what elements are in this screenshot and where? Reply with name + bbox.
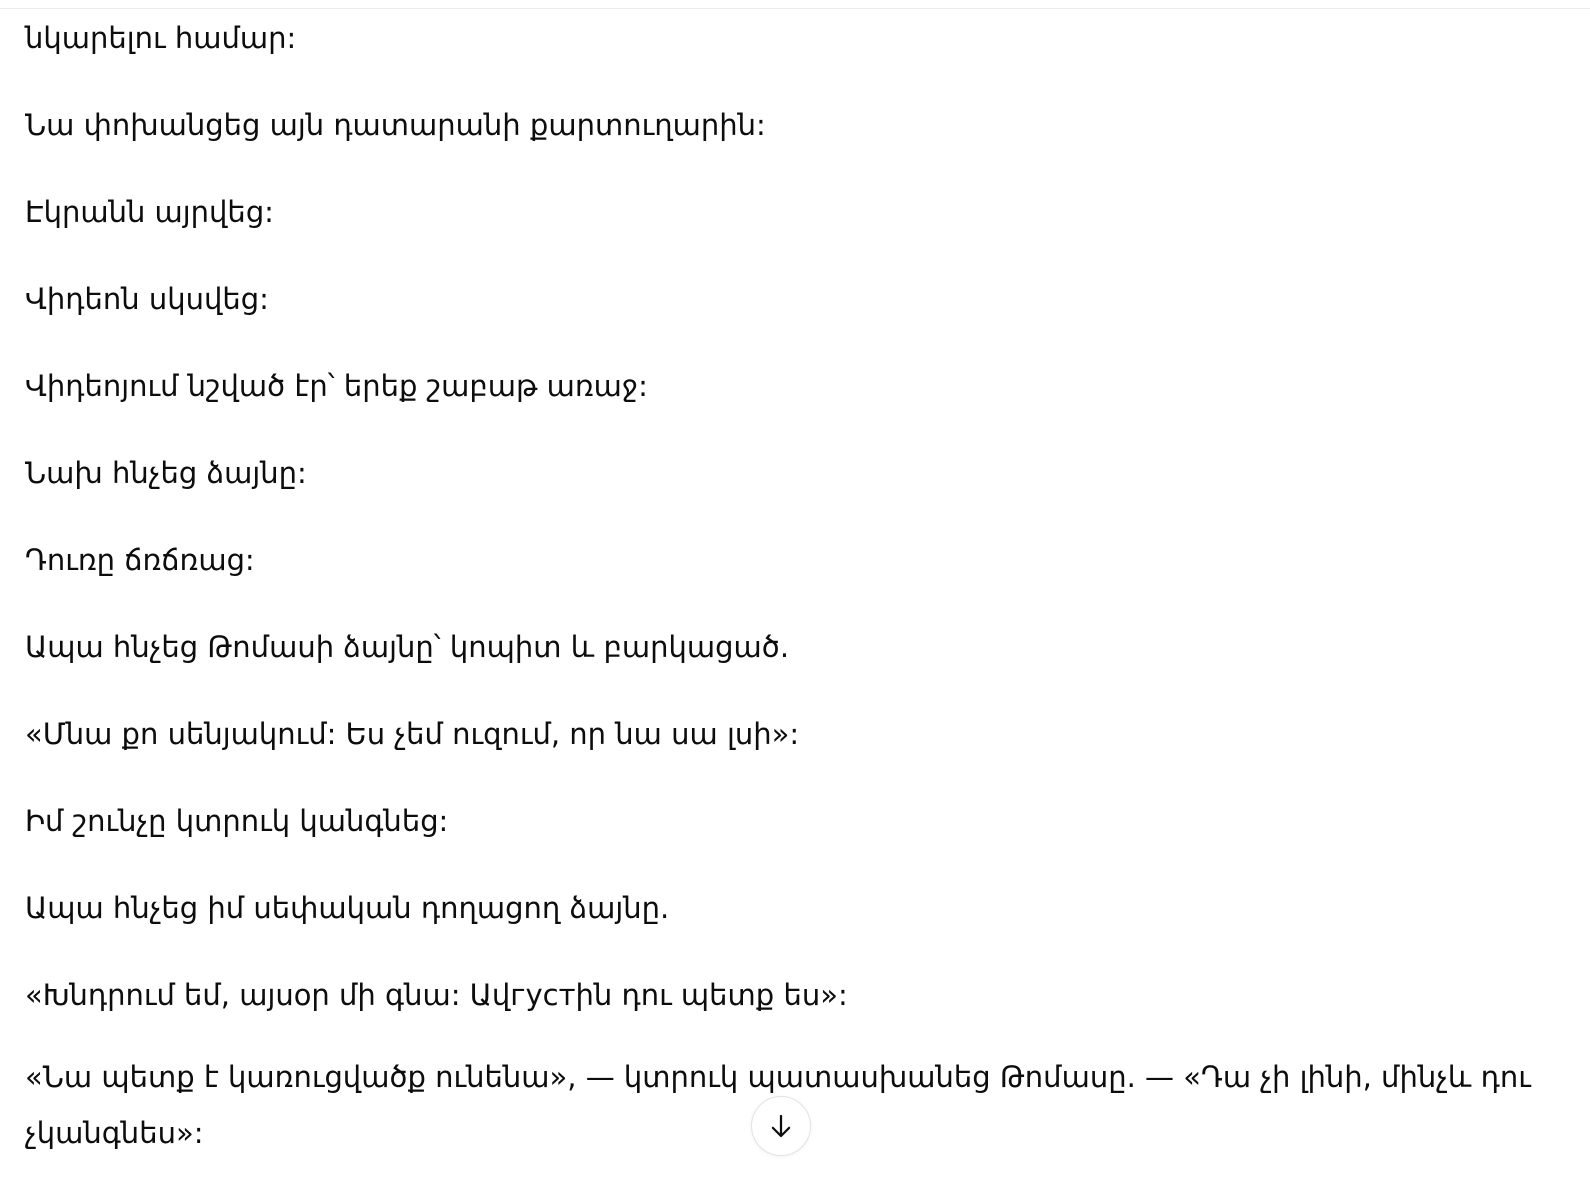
message-paragraph: «Մնա քո սենյակում: Ես չեմ ուզում, որ նա սա լսի»: — [25, 717, 800, 751]
message-paragraph: նկարելու համար: — [25, 21, 297, 55]
message-paragraph: Նա փոխանցեց այն դատարանի քարտուղարին: — [25, 108, 766, 142]
top-divider — [0, 8, 1590, 9]
message-paragraph: Վիդեոյում նշված էր՝ երեք շաբաթ առաջ: — [25, 369, 648, 403]
message-paragraph: Իմ շունչը կտրուկ կանգնեց: — [25, 804, 449, 838]
message-paragraph: Նախ հնչեց ձայնը: — [25, 456, 307, 490]
message-paragraph: «Խնդրում եմ, այսօր մի գնա: Ավгустին դու պետք ես»: — [25, 978, 848, 1012]
message-paragraph: Դուռը ճռճռաց: — [25, 543, 255, 577]
arrow-down-icon — [766, 1111, 796, 1141]
message-paragraph: Ապա հնչեց Թոմասի ձայնը՝ կոպիտ և բարկացած. — [25, 630, 790, 664]
message-paragraph: Վիդեոն սկսվեց: — [25, 282, 269, 316]
message-content — [25, 16, 1535, 1161]
message-paragraph: Ապա հնչեց իմ սեփական դողացող ձայնը. — [25, 891, 670, 925]
scroll-to-bottom-button[interactable] — [751, 1096, 811, 1156]
message-paragraph: Էկրանն այրվեց: — [25, 195, 274, 229]
message-paragraph: «Նա պետք է կառուցվածք ունենա», — կտրուկ պատասխանեց Թոմասը. — «Դա չի լինի, մինչև դու չկանգնես»: — [25, 1060, 1531, 1150]
